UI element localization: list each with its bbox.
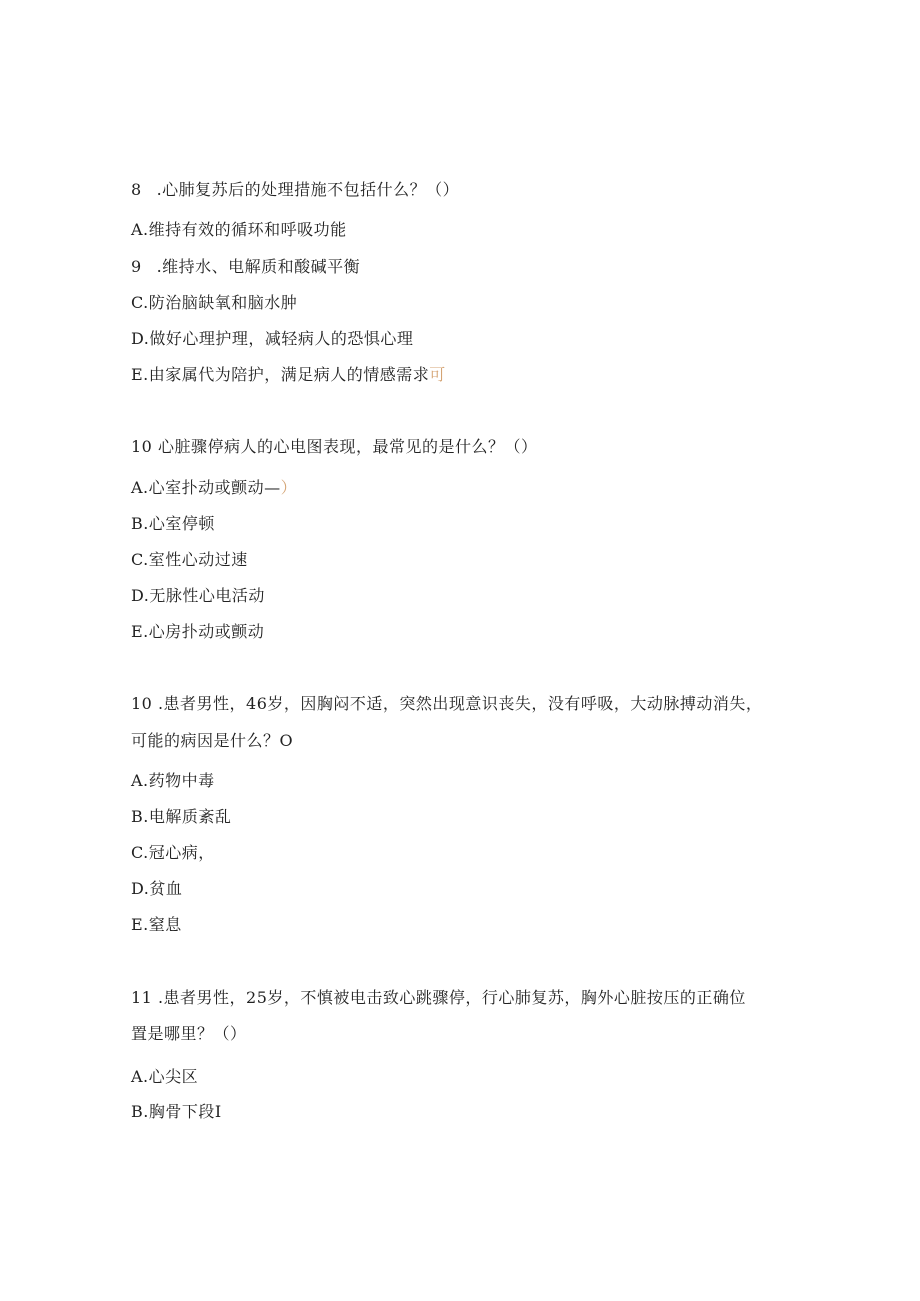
stray-mark: ） [280, 478, 298, 497]
question-8-stem [131, 180, 459, 200]
question-10b-stem-cont: 可能的病因是什么？O [131, 731, 294, 750]
option-c: C.室性心动过速 [131, 550, 248, 569]
option-text: A.心室扑动或颤动— [131, 478, 281, 497]
option-d: D.贫血 [131, 879, 183, 898]
option-e [131, 365, 446, 385]
question-text: 心脏骤停病人的心电图表现，最常见的是什么？（） [157, 437, 538, 456]
question-text: .患者男性，46岁，因胸闷不适，突然出现意识丧失，没有呼吸，大动脉搏动消失， [157, 694, 763, 713]
option-c: C.防治脑缺氧和脑水肿 [131, 293, 298, 312]
option-9 [131, 257, 360, 277]
option-b: B.胸骨下段I [131, 1102, 222, 1121]
question-text: .心肺复苏后的处理措施不包括什么？（） [156, 180, 460, 199]
option-a: A.药物中毒 [131, 771, 215, 790]
option-text: .维持水、电解质和酸碱平衡 [156, 257, 361, 276]
question-text: .患者男性，25岁，不慎被电击致心跳骤停，行心肺复苏，胸外心脏按压的正确位 [157, 988, 746, 1007]
question-10b-stem [131, 694, 762, 714]
option-e: E.心房扑动或颤动 [131, 622, 265, 641]
stray-mark: 可 [429, 365, 446, 384]
question-number: 10 [131, 694, 153, 713]
option-d: D.无脉性心电活动 [131, 586, 265, 605]
question-10-stem [131, 437, 537, 457]
option-b: B.电解质紊乱 [131, 807, 232, 826]
option-a: A.维持有效的循环和呼吸功能 [131, 220, 347, 239]
option-a [131, 478, 297, 498]
option-b: B.心室停顿 [131, 514, 215, 533]
question-number: 8 [131, 180, 142, 199]
question-11-stem-cont: 置是哪里？（） [131, 1024, 247, 1043]
option-e: E.窒息 [131, 915, 182, 934]
question-number: 10 [131, 437, 153, 456]
option-number: 9 [131, 257, 142, 276]
option-text: E.由家属代为陪护，满足病人的情感需求 [131, 365, 430, 384]
option-a: A.心尖区 [131, 1067, 199, 1086]
question-number: 11 [131, 988, 153, 1007]
option-c: C.冠心病， [131, 843, 215, 862]
question-11-stem [131, 988, 746, 1008]
option-d: D.做好心理护理，减轻病人的恐惧心理 [131, 329, 414, 348]
